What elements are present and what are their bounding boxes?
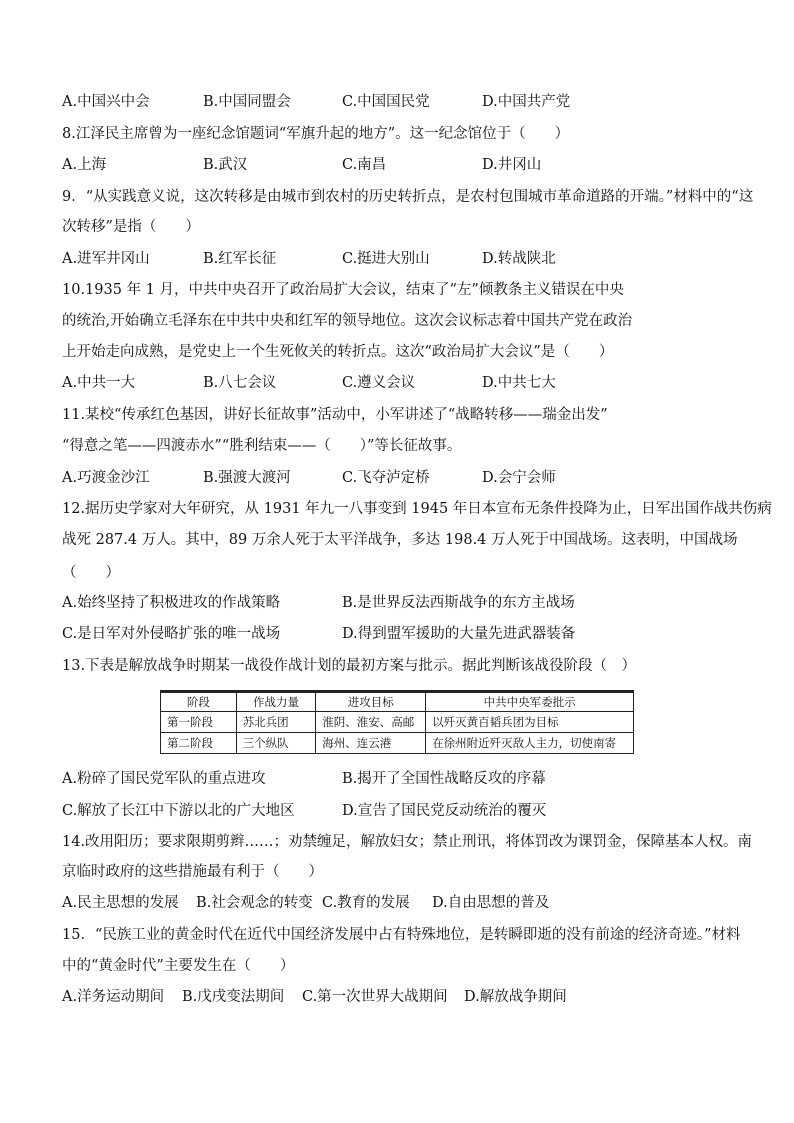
q12-option-a[interactable]: A.始终坚持了积极进攻的作战策略 (62, 595, 281, 611)
q7-option-c[interactable]: C.中国国民党 (342, 94, 430, 110)
q10-stem-line-3: 上开始走向成熟，是党史上一个生死攸关的转折点。这次“政治局扩大会议”是（ ） (62, 344, 614, 360)
q14-option-c[interactable]: C.教育的发展 (322, 895, 410, 911)
table-cell: 三个纵队 (236, 733, 316, 754)
q10-option-c[interactable]: C.遵义会议 (342, 375, 416, 391)
q8-option-d[interactable]: D.井冈山 (482, 157, 542, 173)
q14-option-b[interactable]: B.社会观念的转变 (196, 895, 313, 911)
q9-option-a[interactable]: A.进军井冈山 (62, 251, 150, 267)
table-cell: 第二阶段 (161, 733, 237, 754)
q13-option-d[interactable]: D.宣告了国民党反动统治的覆灭 (342, 803, 547, 819)
q9-option-b[interactable]: B.红军长征 (203, 251, 277, 267)
q9-option-c[interactable]: C.挺进大别山 (342, 251, 430, 267)
q11-option-a[interactable]: A.巧渡金沙江 (62, 470, 150, 486)
q8-option-b[interactable]: B.武汉 (203, 157, 248, 173)
q15-option-b[interactable]: B.戊戌变法期间 (182, 989, 285, 1005)
q15-option-d[interactable]: D.解放战争期间 (464, 989, 567, 1005)
table-header-row (161, 693, 634, 712)
q10-option-b[interactable]: B.八七会议 (203, 375, 277, 391)
q13-options-row-2 (62, 801, 742, 821)
q15-stem-line-2: 中的“黄金时代”主要发生在（ ） (62, 958, 295, 974)
q7-option-d[interactable]: D.中国共产党 (482, 94, 571, 110)
q13-options-row-1 (62, 769, 742, 789)
q13-stem: 13.下表是解放战争时期某一战役作战计划的最初方案与批示。据此判断该战役阶段（ ） (62, 658, 637, 674)
q10-stem-line-2: 的统治,开始确立毛泽东在中共中央和红军的领导地位。这次会议标志着中国共产党在政治 (62, 313, 633, 329)
q10-option-a[interactable]: A.中共一大 (62, 375, 136, 391)
q14-stem-line-1: 14.改用阳历；要求限期剪辫……；劝禁缠足，解放妇女；禁止刑讯，将体罚改为课罚金，保障基本人权。南 (62, 834, 753, 850)
q15-option-c[interactable]: C.第一次世界大战期间 (302, 989, 448, 1005)
table-row (161, 733, 634, 754)
q12-option-d[interactable]: D.得到盟军援助的大量先进武器装备 (342, 626, 576, 642)
q8-option-c[interactable]: C.南昌 (342, 157, 387, 173)
q9-options (62, 249, 742, 269)
q13-option-b[interactable]: B.揭开了全国性战略反攻的序幕 (342, 771, 546, 787)
table-header-cell: 进攻目标 (316, 693, 426, 712)
q14-options (62, 893, 742, 913)
q10-options (62, 373, 742, 393)
q10-stem-line-1: 10.1935 年 1 月，中共中央召开了政治局扩大会议，结束了“左”倾教条主义错误在中央 (62, 282, 624, 298)
q9-stem-line-1: 9．“从实践意义说，这次转移是由城市到农村的历史转折点，是农村包围城市革命道路的开端。”材料中的“这 (62, 189, 754, 205)
q9-stem-line-2: 次转移”是指（ ） (62, 219, 200, 235)
q7-option-a[interactable]: A.中国兴中会 (62, 94, 150, 110)
q13-option-a[interactable]: A.粉碎了国民党军队的重点进攻 (62, 771, 266, 787)
q8-stem: 8.江泽民主席曾为一座纪念馆题词“军旗升起的地方”。这一纪念馆位于（ ） (62, 126, 570, 142)
table-header-cell: 阶段 (161, 693, 237, 712)
q12-stem-line-2: 战死 287.4 万人。其中，89 万余人死于太平洋战争，多达 198.4 万人死于中国战场。这表明，中国战场 (62, 532, 738, 548)
table-cell: 以歼灭黄百韬兵团为目标 (426, 712, 634, 733)
q11-option-b[interactable]: B.强渡大渡河 (203, 470, 291, 486)
q10-option-d[interactable]: D.中共七大 (482, 375, 556, 391)
q7-option-b[interactable]: B.中国同盟会 (203, 94, 291, 110)
table-header-cell: 中共中央军委批示 (426, 693, 634, 712)
q9-option-d[interactable]: D.转战陕北 (482, 251, 556, 267)
battle-plan-table (160, 692, 634, 754)
q12-stem-line-1: 12.据历史学家对大年研究，从 1931 年九一八事变到 1945 年日本宣布无条件投降为止，日军出国作战共伤病 (62, 501, 772, 517)
q8-options (62, 155, 742, 175)
q11-options (62, 468, 742, 488)
q11-option-d[interactable]: D.会宁会师 (482, 470, 556, 486)
table-cell: 淮阴、淮安、高邮 (316, 712, 426, 733)
q14-option-a[interactable]: A.民主思想的发展 (62, 895, 179, 911)
q11-stem-line-2: “得意之笔——四渡赤水”“胜利结束——（ ）”等长征故事。 (62, 438, 462, 454)
q12-stem-line-3: （ ） (62, 565, 120, 581)
q14-stem-line-2: 京临时政府的这些措施最有利于（ ） (62, 864, 323, 880)
q13-table-image (160, 690, 634, 754)
q15-options (62, 987, 742, 1007)
q12-options-row-1 (62, 593, 742, 613)
q13-option-c[interactable]: C.解放了长江中下游以北的广大地区 (62, 803, 295, 819)
q12-options-row-2 (62, 624, 742, 644)
q14-option-d[interactable]: D.自由思想的普及 (432, 895, 550, 911)
table-header-cell: 作战力量 (236, 693, 316, 712)
q11-option-c[interactable]: C.飞夺泸定桥 (342, 470, 430, 486)
table-cell: 在徐州附近歼灭敌人主力，切使南寄 (426, 733, 634, 754)
table-cell: 苏北兵团 (236, 712, 316, 733)
q15-stem-line-1: 15．“民族工业的黄金时代在近代中国经济发展中占有特殊地位，是转瞬即逝的没有前途的经济奇迹。”材料 (62, 927, 741, 943)
q12-option-b[interactable]: B.是世界反法西斯战争的东方主战场 (342, 595, 575, 611)
table-cell: 第一阶段 (161, 712, 237, 733)
table-row (161, 712, 634, 733)
q7-options (62, 92, 742, 112)
q15-option-a[interactable]: A.洋务运动期间 (62, 989, 165, 1005)
q11-stem-line-1: 11.某校“传承红色基因，讲好长征故事”活动中，小军讲述了“战略转移——瑞金出发” (62, 407, 608, 423)
q8-option-a[interactable]: A.上海 (62, 157, 107, 173)
table-cell: 海州、连云港 (316, 733, 426, 754)
q12-option-c[interactable]: C.是日军对外侵略扩张的唯一战场 (62, 626, 281, 642)
